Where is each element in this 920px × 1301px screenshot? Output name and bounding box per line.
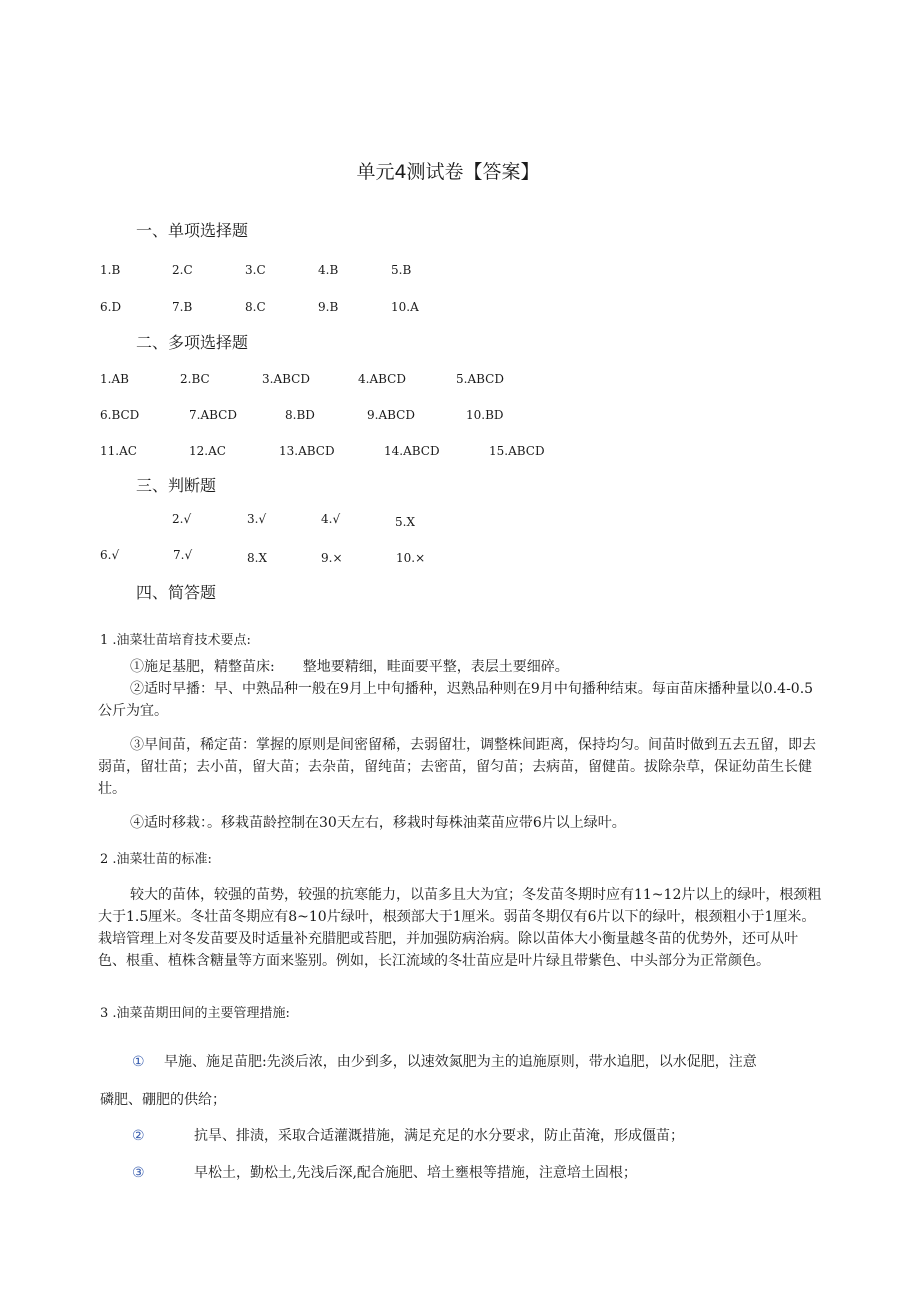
- answer-item: 14.ABCD: [384, 444, 440, 458]
- answer-item: 10.A: [391, 300, 419, 314]
- answer-item: 1.B: [100, 263, 121, 277]
- answer-item: 2.√: [172, 512, 192, 526]
- answer-item: 6.BCD: [100, 408, 140, 422]
- question-2-answer: 较大的苗体，较强的苗势，较强的抗寒能力，以苗多且大为宜；冬发苗冬期时应有11~12片以上的绿叶，根颈粗大于1.5厘米。冬壮苗冬期应有8~10片绿叶，根颈部大于1厘米。弱苗冬期仅有6片以下的绿叶，根颈粗小于1厘米。栽培管理上对冬发苗要及时适量补充腊肥或苔肥，并加强防病治病。除以苗体大小衡量越冬苗的优势外，还可从叶色、根重、植株含糖量等方面来鉴别。例如，长江流域的冬壮苗应是叶片绿且带紫色、中头部分为正常颜色。: [98, 887, 822, 969]
- answer-item: 9.×: [321, 551, 343, 565]
- answer-item: 9.ABCD: [367, 408, 415, 422]
- item-text: 早施、施足苗肥:先淡后浓，由少到多，以速效氮肥为主的追施原则，带水追肥，以水促肥，注意: [164, 1054, 757, 1070]
- answer-item: 2.BC: [180, 372, 210, 386]
- answer-item: 2.C: [172, 263, 193, 277]
- answer-item: 12.AC: [189, 444, 226, 458]
- section-short-answer-heading: 四、简答题: [136, 583, 217, 602]
- answer-item: 7.B: [172, 300, 193, 314]
- answer-item: 3.C: [245, 263, 266, 277]
- answer-item: 1.AB: [100, 372, 129, 386]
- answer-item: 9.B: [318, 300, 339, 314]
- answer-item: 6.√: [100, 548, 120, 562]
- section-multi-choice-heading: 二、多项选择题: [136, 333, 249, 352]
- item-number: ①: [132, 1054, 145, 1070]
- answer-item: 13.ABCD: [279, 444, 335, 458]
- answer-item: 8.C: [245, 300, 266, 314]
- item-number: ②: [132, 1128, 145, 1144]
- answer-item: 7.√: [173, 548, 193, 562]
- answer-item: 4.B: [318, 263, 339, 277]
- section-judgement-heading: 三、判断题: [136, 476, 217, 495]
- answer-item: 4.√: [321, 512, 341, 526]
- question-1-point-3: ③早间苗，稀定苗：掌握的原则是间密留稀，去弱留壮，调整株间距离，保持均匀。间苗时做到五去五留，即去弱苗，留壮苗；去小苗，留大苗；去杂苗，留纯苗；去密苗，留匀苗；去病苗，留健苗。拔除杂草，保证幼苗生长健壮。: [98, 737, 816, 797]
- question-2-heading: 2 .油菜壮苗的标准:: [100, 852, 212, 867]
- question-1-heading: 1 .油菜壮苗培育技术要点:: [100, 633, 251, 648]
- section-single-choice-heading: 一、单项选择题: [136, 221, 249, 240]
- answer-item: 8.BD: [285, 408, 315, 422]
- answer-item: 3.ABCD: [262, 372, 310, 386]
- answer-item: 6.D: [100, 300, 122, 314]
- question-1-point-2: ②适时早播：早、中熟品种一般在9月上中旬播种，迟熟品种则在9月中旬播种结束。每亩苗床播种量以0.4-0.5公斤为宜。: [98, 681, 814, 719]
- item-text: 早松土，勤松土,先浅后深,配合施肥、培土壅根等措施，注意培土固根；: [194, 1165, 637, 1181]
- question-1-point-4: ④适时移栽：。移栽苗龄控制在30天左右，移栽时每株油菜苗应带6片以上绿叶。: [130, 815, 626, 831]
- item-number: ③: [132, 1165, 145, 1181]
- answer-item: 5.B: [391, 263, 412, 277]
- answer-item: 5.ABCD: [456, 372, 504, 386]
- page-title: 单元4测试卷【答案】: [356, 161, 540, 183]
- answer-item: 8.X: [247, 551, 267, 565]
- answer-item: 15.ABCD: [489, 444, 545, 458]
- answer-item: 10.BD: [466, 408, 504, 422]
- answer-item: 5.X: [395, 515, 415, 529]
- item-text-continuation: 磷肥、硼肥的供给；: [100, 1092, 226, 1108]
- answer-item: 3.√: [247, 512, 267, 526]
- answer-item: 10.×: [396, 551, 426, 565]
- question-1-point-1: ①施足基肥，精整苗床: 整地要精细，畦面要平整，表层土要细碎。: [130, 659, 569, 675]
- question-3-heading: 3 .油菜苗期田间的主要管理措施:: [100, 1006, 290, 1021]
- answer-item: 7.ABCD: [189, 408, 237, 422]
- answer-item: 11.AC: [100, 444, 137, 458]
- item-text: 抗旱、排渍，采取合适灌溉措施，满足充足的水分要求，防止苗淹，形成僵苗；: [194, 1128, 684, 1144]
- answer-item: 4.ABCD: [358, 372, 406, 386]
